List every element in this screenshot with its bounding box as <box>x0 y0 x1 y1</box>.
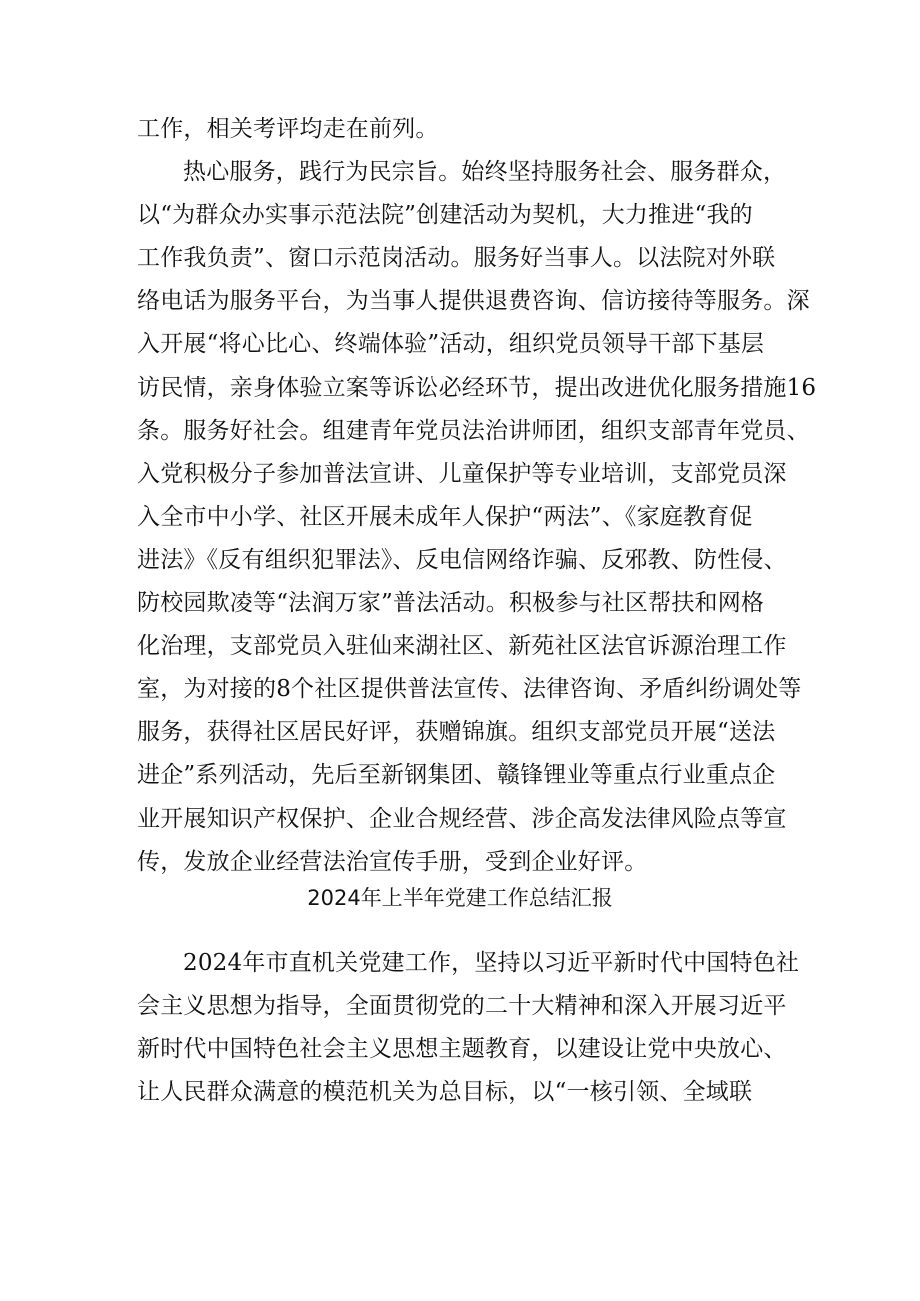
text-line: 传，发放企业经营法治宣传手册，受到企业好评。 <box>137 848 648 875</box>
body-text-section-1 <box>137 108 817 884</box>
text-line: 热心服务，践行为民宗旨。始终坚持服务社会、服务群众， <box>183 159 787 186</box>
text-line: 进企”系列活动，先后至新钢集团、赣锋锂业等重点行业重点企 <box>137 762 776 789</box>
section-heading: 2024年上半年党建工作总结汇报 <box>307 886 613 910</box>
text-line: 进法》《反有组织犯罪法》、反电信网络诈骗、反邪教、防性侵、 <box>137 546 787 573</box>
text-line: 工作我负责”、窗口示范岗活动。服务好当事人。以法院对外联 <box>137 245 776 272</box>
text-line: 工作，相关考评均走在前列。 <box>137 116 439 142</box>
text-line: 访民情，亲身体验立案等诉讼必经环节，提出改进优化服务措施16 <box>137 374 817 401</box>
text-line: 入开展“将心比心、终端体验”活动，组织党员领导干部下基层 <box>137 331 765 358</box>
text-line: 入全市中小学、社区开展未成年人保护“两法”、《家庭教育促 <box>137 503 753 530</box>
text-line: 以“为群众办实事示范法院”创建活动为契机，大力推进“我的 <box>137 202 753 229</box>
text-line: 2024年市直机关党建工作，坚持以习近平新时代中国特色社 <box>183 950 800 976</box>
text-line: 服务，获得社区居民好评，获赠锦旗。组织支部党员开展“送法 <box>137 719 776 746</box>
text-line: 让人民群众满意的模范机关为总目标，以“一核引领、全域联 <box>137 1079 753 1106</box>
text-line: 络电话为服务平台，为当事人提供退费咨询、信访接待等服务。深 <box>137 288 810 315</box>
text-line: 化治理，支部党员入驻仙来湖社区、新苑社区法官诉源治理工作 <box>137 633 787 660</box>
text-line: 会主义思想为指导，全面贯彻党的二十大精神和深入开展习近平 <box>137 993 787 1020</box>
text-line: 条。服务好社会。组建青年党员法治讲师团，组织支部青年党员、 <box>137 417 810 444</box>
text-line: 业开展知识产权保护、企业合规经营、涉企高发法律风险点等宣 <box>137 805 787 832</box>
text-line: 室，为对接的8个社区提供普法宣传、法律咨询、矛盾纠纷调处等 <box>137 676 802 703</box>
text-line: 防校园欺凌等“法润万家”普法活动。积极参与社区帮扶和网格 <box>137 590 765 617</box>
text-line: 入党积极分子参加普法宣讲、儿童保护等专业培训，支部党员深 <box>137 460 787 487</box>
text-line: 新时代中国特色社会主义思想主题教育，以建设让党中央放心、 <box>137 1036 787 1063</box>
body-text-section-2 <box>137 942 800 1114</box>
